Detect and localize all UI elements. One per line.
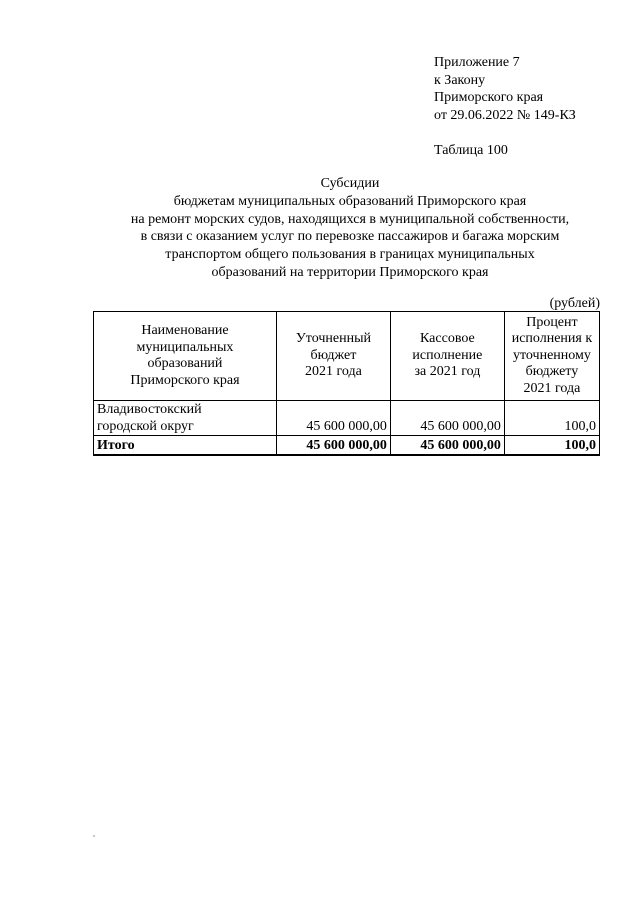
header-line: Уточненный	[295, 331, 371, 347]
total-budget: 45 600 000,00	[276, 436, 390, 456]
title-line: транспортом общего пользования в границах муниципальных	[165, 247, 535, 263]
units-label: (рублей)	[549, 296, 600, 311]
table-header-row	[94, 312, 600, 401]
appendix-line: Приложение 7	[434, 55, 520, 70]
table-total-row	[94, 436, 600, 456]
cell-cash: 45 600 000,00	[390, 401, 504, 436]
header-line: бюджет	[310, 347, 357, 363]
scan-speck	[93, 835, 95, 837]
cell-percent: 100,0	[504, 401, 599, 436]
header-line: 2021 года	[523, 380, 581, 396]
header-percent	[504, 312, 599, 401]
appendix-line: от 29.06.2022 № 149-КЗ	[434, 107, 576, 123]
header-line: образований	[147, 356, 223, 371]
total-cash: 45 600 000,00	[390, 436, 504, 456]
header-line: за 2021 год	[414, 364, 481, 380]
header-line: Кассовое	[420, 331, 475, 347]
table-row	[94, 401, 600, 436]
table-number: Таблица 100	[434, 143, 508, 158]
cell-line: городской округ	[97, 418, 194, 434]
title-line: Субсидии	[320, 176, 380, 191]
header-line: исполнения к	[511, 331, 593, 347]
title-line: образований на территории Приморского края	[211, 264, 489, 280]
header-municipality	[94, 312, 277, 401]
total-percent: 100,0	[504, 436, 599, 456]
header-line: Наименование	[141, 323, 229, 338]
subsidy-table	[93, 311, 600, 456]
header-cash	[390, 312, 504, 401]
title-line: в связи с оказанием услуг по перевозке пассажиров и багажа морским	[140, 229, 560, 245]
document-title	[80, 175, 620, 282]
cell-municipality	[94, 401, 277, 436]
header-line: уточненному	[512, 347, 591, 363]
header-line: 2021 года	[305, 364, 362, 380]
title-line: на ремонт морских судов, находящихся в муниципальной собственности,	[130, 211, 570, 227]
header-line: муниципальных	[136, 339, 234, 355]
appendix-line: к Закону	[434, 72, 486, 88]
header-line: исполнение	[412, 347, 483, 363]
cell-budget: 45 600 000,00	[276, 401, 390, 436]
title-line: бюджетам муниципальных образований Приморского края	[173, 193, 527, 209]
header-line: бюджету	[525, 364, 579, 380]
cell-line: Владивостокский	[97, 402, 202, 417]
header-line: Приморского края	[130, 372, 240, 388]
header-line: Процент	[526, 314, 578, 330]
total-label: Итого	[94, 436, 277, 456]
appendix-line: Приморского края	[434, 90, 544, 105]
appendix-header	[434, 54, 576, 124]
header-budget	[276, 312, 390, 401]
